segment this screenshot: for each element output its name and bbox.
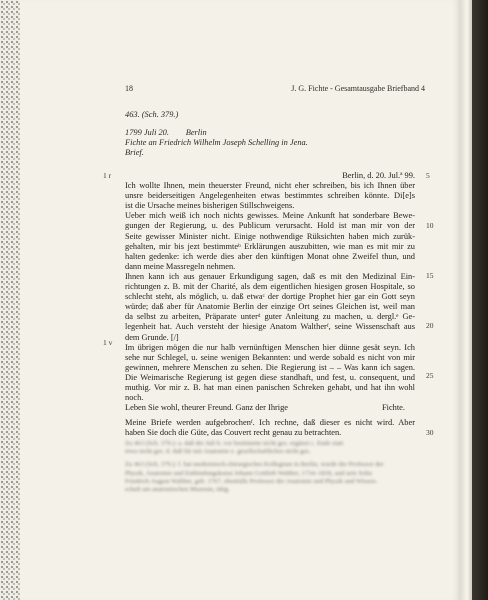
text-line: Ueber mich weiß ich noch nichts gewisses. Meine Ankunft hat sonderbare Bewe-: [125, 211, 415, 221]
folio-mark-1r: 1 r: [103, 171, 112, 180]
text-line: da selbst zu arbeiten, Präparate unterᵈ guter Anleitung zu machen, u. dergl.ᵉ Ge-: [125, 312, 415, 322]
text-line: schlecht steht, als möglich, u. daß etwaᶜ der dortige Prophet hier gar ein Gott seyn: [125, 292, 415, 302]
text-line: gehalten, mir bis jezt bestimmteᵇ Erklärungen auszubitten, wie man es mit mir zu: [125, 241, 415, 251]
closing-text: Leben Sie wohl, theurer Freund. Ganz der Ihrige: [125, 403, 289, 413]
page-number: 18: [125, 84, 133, 93]
text-line: unsre beiderseitigen Angelegenheiten etwas bestimmtes schreiben könnte. Di[e]s: [125, 191, 415, 201]
line-number-10: 10: [426, 221, 434, 230]
footnote-line: Zu 463 (Sch. 379.): f. hat medizinisch-chirurgisches Kollegium in Berlin, wurde der Professor der: [125, 461, 384, 469]
footnotes: [125, 440, 415, 494]
text-line: gungen der Regierung, u. des Publicum verursacht. Hold ist man mir von der: [125, 221, 415, 231]
text-line: ist die Ursache meines bisherigen Stillschweigens.: [125, 201, 295, 211]
letter-body: [125, 171, 415, 438]
text-line: Ihnen kann ich aus genauer Erkundigung sagen, daß es mit den Medizinal Ein-: [125, 271, 415, 281]
line-number-15: 15: [426, 271, 434, 280]
text-line: dann meine Massregeln nehmen.: [125, 261, 236, 271]
text-line: noch.: [125, 393, 144, 403]
book-binding: [0, 0, 21, 600]
text-line: Seite gewisser Minister nicht. Einige nothwendige Rüksichten haben mich zurük-: [125, 231, 415, 241]
closing-line: [125, 403, 415, 413]
document-number: 463. (Sch. 379.): [125, 110, 179, 119]
text-line: legenheit hat. Auch versteht der hiesige Anatom Waltherᶠ, seine Wissenschaft aus: [125, 322, 415, 332]
postscript-line: Meine Briefe werden aufgebrochenᶠ. Ich rechne, daß dieser es nicht wird. Aber: [125, 418, 415, 428]
document-kind: Brief.: [125, 148, 144, 157]
footnote-line: etwa nicht ges. d. daß für mit Anatomie e. gesellschaftliches nicht ges.: [125, 448, 311, 456]
text-line: dem Grunde. [/]: [125, 332, 179, 342]
page-edge: [460, 0, 472, 600]
text-line: Die Weimarische Regierung ist gegen diese standhaft, und fest, u. consequent, und: [125, 372, 415, 382]
text-line: muthig. Vor mir z. B. hat man einen panischen Schreken gehabt, und hat ihn wohl: [125, 382, 415, 392]
line-number-30: 30: [426, 428, 434, 437]
line-number-20: 20: [426, 321, 434, 330]
footnote-line: Physik, Anatomie und Entbindungskunst Johann Gottlieb Walther, 1734–1818, und sein Sohn: [125, 469, 372, 477]
text-line: richtungen z. B. mit der Charité, als dem eigentlichen hiesigen grosen Hospitale, so: [125, 282, 415, 292]
line-number-5: 5: [426, 171, 430, 180]
running-title: J. G. Fichte - Gesamtausgabe Briefband 4: [291, 84, 425, 93]
text-line: sehe nur Schlegel, u. seine wenigen Bekannten: und werde sobald es nicht von mir: [125, 352, 415, 362]
text-line: halten gedenke: ich werde dies aber den künftigen Monat ohne Zweifel thun, und: [125, 251, 415, 261]
text-line: Im übrigen mögen die nur halb vernünftigen Menschen hier dünne gesät seyn. Ich: [125, 342, 415, 352]
line-number-25: 25: [426, 371, 434, 380]
addressee: Fichte an Friedrich Wilhelm Joseph Schelling in Jena.: [125, 138, 308, 147]
folio-mark-1v: 1 v: [103, 338, 113, 347]
page-shadow: [472, 0, 488, 600]
text-line: Ich wollte Ihnen, mein theuerster Freund, nicht eher schreiben, bis ich Ihnen über: [125, 181, 415, 191]
text-line: gewinnen, mehrere Menschen zu sehen. Die Regierung ist – – Was kann ich sagen.: [125, 362, 415, 372]
footnote-line: Friedrich August Walther, geb. 1767, ebenfalls Professor der Anatomie und Physik und Wissen-: [125, 477, 378, 485]
text-line: würde; daß aber für Anatomie Berlin der einzige Ort seines Gleichen ist, weil man: [125, 302, 415, 312]
footnote-line: schaft am anatomischen Museum, tätig.: [125, 486, 230, 494]
footnote-line: Zu 463 (Sch. 379.): a. daß der Juli b. vor bestimmte nicht ges. ergänzt c. Ende statt: [125, 440, 344, 447]
document-metadata: [125, 110, 425, 158]
dateline: Berlin, d. 20. Jul.ª 99.: [342, 171, 415, 180]
postscript-line: haben Sie doch die Güte, das Couvert recht genau zu betrachten.: [125, 428, 342, 438]
date-place: 1799 Juli 20. Berlin: [125, 128, 207, 137]
signature: Fichte.: [381, 403, 405, 413]
